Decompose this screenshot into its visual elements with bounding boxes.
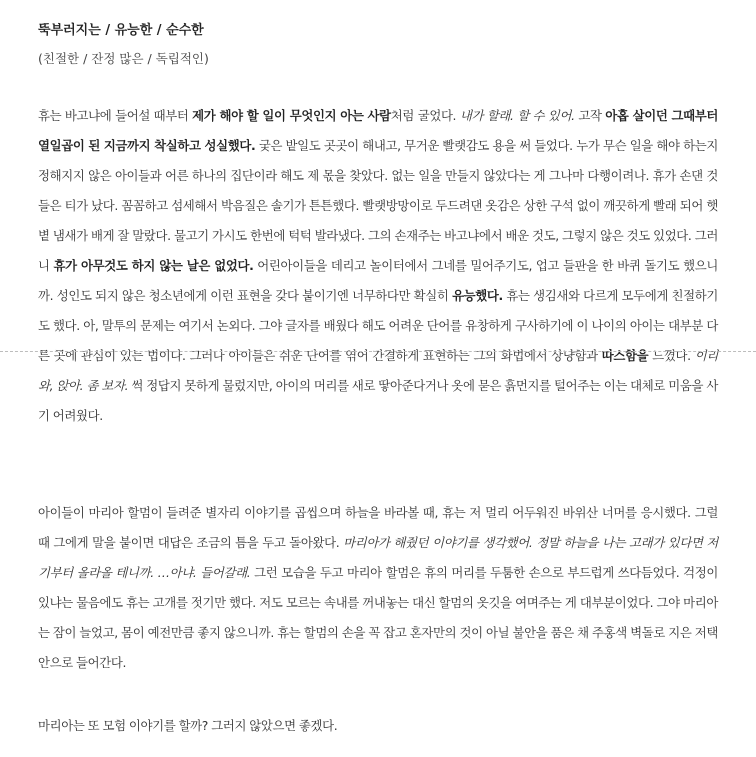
- text-span: 휴는 생김새와 다르게 모두에게 친절하기도 했다. 아, 말투의 문제는 여기서 논외다. 그야 글자를 배웠다 해도 어려운 단어를 유창하게 구사하기에 이 나이의 아이는 대부분 다른 곳에 관심이 있는 법이다. 그러나 아이들은 쉬운 단어를 엮어 간결하게 표현하는 그의 화법에서 상냥함과: [38, 288, 718, 363]
- text-span: 고작: [574, 108, 606, 123]
- italic-span: 이리 와, 앉아. 좀 보자.: [38, 348, 718, 393]
- text-span: 처럼 굴었다.: [390, 108, 460, 123]
- text-span: 궂은 밭일도 곳곳이 해내고, 무거운 빨랫감도 용을 써 들었다. 누가 무슨 일을 해야 하는지 정해지지 않은 아이들과 어른 하나의 집단이라 해도 제 몫을 찾았다. 없는 일을 만들지 않았다는 게 그나마 다행이려나. 휴가 손댄 것들은 티가 났다. 꼼꼼하고 섬세해서 박음질은 솔기가 튼튼했다. 빨랫방망이로 두드려댄 옷감은 상한 구석 없이 깨끗하게 빨래 되어 햇볕 냄새가 배게 잘 말랐다. 물고기 가시도 한번에 턱턱 발라냈다. 그의 손재주는 바고냐에서 배운 것도, 그렇지 않은 것도 있었다. 그러니: [38, 138, 718, 273]
- text-span: 썩 정답지 못하게 물렀지만, 아이의 머리를 새로 땋아준다거나 옷에 묻은 흙먼지를 털어주는 이는 대체로 미움을 사기 어려웠다.: [38, 378, 718, 423]
- paragraph-1: [38, 101, 718, 431]
- page-break-divider: [0, 351, 756, 352]
- text-span: 그런 모습을 두고 마리아 할멈은 휴의 머리를 두툼한 손으로 부드럽게 쓰다듬었다. 걱정이 있냐는 물음에도 휴는 고개를 젓기만 했다. 저도 모르는 속내를 꺼내놓는 대신 할멈의 옷깃을 여며주는 게 대부분이었다. 그야 마리아는 잠이 늘었고, 몸이 예전만큼 좋지 않으니까. 휴는 할멈의 손을 꼭 잡고 혼자만의 것이 아닐 불안을 품은 채 주홍색 벽돌로 지은 저택 안으로 들어간다.: [38, 565, 718, 670]
- traits-title: 뚝부러지는 / 유능한 / 순수한: [38, 23, 204, 38]
- bold-span: 제가 해야 할 일이 무엇인지 아는 사람: [192, 108, 391, 123]
- bold-span: 휴가 아무것도 하지 않는 날은 없었다.: [53, 258, 254, 273]
- paragraph-2: [38, 498, 718, 678]
- text-span: 느꼈다.: [648, 348, 695, 363]
- text-span: 아이들이 마리아 할멈이 들려준 별자리 이야기를 곱씹으며 하늘을 바라볼 때, 휴는 저 멀리 어두워진 바위산 너머를 응시했다. 그럴 때 그에게 말을 붙이면 대답은 조금의 틈을 두고 돌아왔다.: [38, 505, 718, 550]
- traits-subtitle: (친절한 / 잔정 많은 / 독립적인): [38, 51, 209, 66]
- text-span: 휴는 바고냐에 들어설 때부터: [38, 108, 193, 123]
- bold-span: 따스함을: [601, 348, 649, 363]
- italic-span: 마리아가 해줬던 이야기를 생각했어. 정말 하늘을 나는 고래가 있다면 저기부터 올라올 테니까. …아냐. 들어갈래.: [38, 535, 718, 580]
- bold-span: 아홉 살이던 그때부터 열일곱이 된 지금까지 착실하고 성실했다.: [38, 108, 718, 153]
- paragraph-3: [38, 711, 718, 741]
- text-span: 어린아이들을 데리고 놀이터에서 그네를 밀어주기도, 업고 들판을 한 바퀴 돌기도 했으니까. 성인도 되지 않은 청소년에게 이런 표현을 갖다 붙이기엔 너무하다만 확실히: [38, 258, 718, 303]
- bold-span: 유능했다.: [452, 288, 503, 303]
- text-span: 마리아는 또 모험 이야기를 할까? 그러지 않았으면 좋겠다.: [38, 718, 338, 733]
- italic-span: 내가 할래. 할 수 있어.: [459, 108, 575, 123]
